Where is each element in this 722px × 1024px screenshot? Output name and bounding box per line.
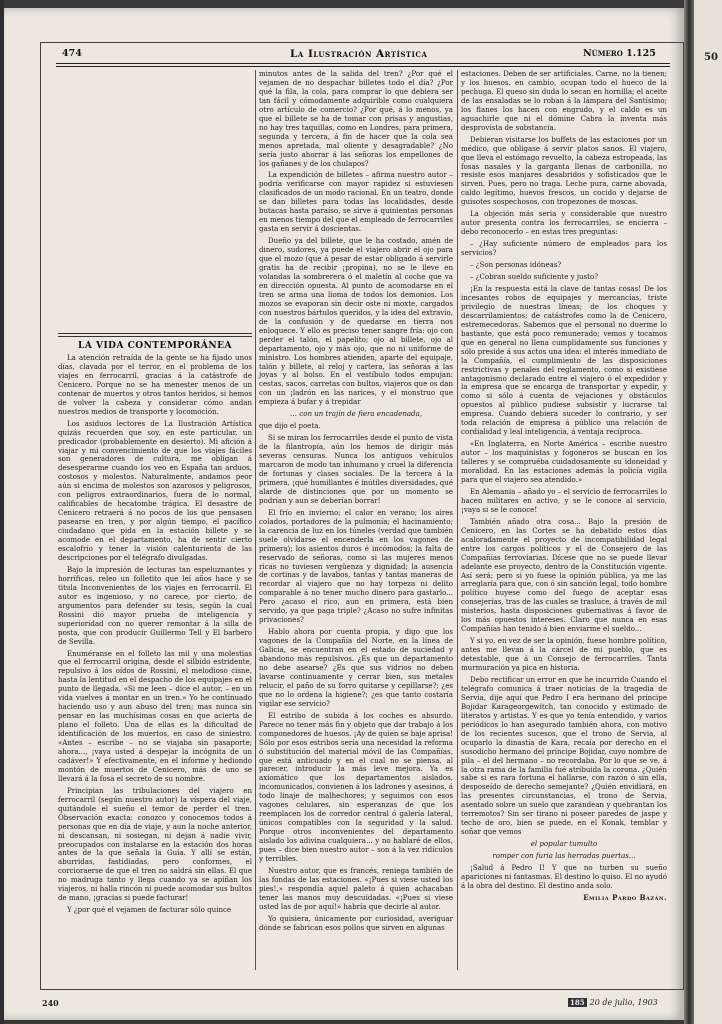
paragraph: «En Inglaterra, en Norte América – escribe nuestro autor – los maquinistas y fogoneros se buscan en los talleres y se compruéba cuidadosamente su idoneidad y moralidad. En las estaciones además la policía vigila para que el viajero sea atendido.» — [461, 439, 667, 484]
footer-page-number: 240 — [42, 998, 59, 1008]
facing-page — [694, 0, 722, 1024]
paragraph: También añado otra cosa... Bajo la presión de Cenicero, en las Cortes se ha debatido estos días acaloradamente el proyecto de incompatibilidad legal entre los cargos políticos y el de Consejero de las Compañías ferroviarias. Dícese que no se puede llevar adelante ese proyecto, dentro de la Constitución vigente. Así será; pero si yo fuese la opinión pública, ya me las arreglaría para que, con ó sin sanción legal, todo hombre político huyese como del fuego de aceptar esas consejerías, tras de las cuales se trasluce, á través de mil misterios, hasta disposiciones gubernativas á favor de los más opuestos intereses. Claro que nunca en esas Compañías han tenido á bien enviarme el sueldo... — [461, 516, 667, 634]
paragraph: Si se miran los ferrocarriles desde el punto de vista de la filantropía, aún los hemos de dirigir más severas censuras. Nunca los antiguos vehículos marcaron de modo tan inhumano y cruel la diferencia de fortunas y clases sociales. De la tercera á la primera, ¡qué humillantes é inútiles diversidades, qué alarde de distinciones que por un momento se podrían y aun se deberían borrar! — [259, 433, 453, 505]
question: – ¿Hay suficiente número de empleados para los servicios? — [461, 239, 667, 258]
column-rule-1 — [255, 70, 256, 970]
page-number: 474 — [62, 48, 82, 59]
running-title: La Ilustración Artística — [290, 48, 428, 60]
paragraph: Y ¿por qué el vejamen de facturar sólo quince — [67, 905, 232, 915]
paragraph: La objeción más seria y considerable que nuestro autor presenta contra los ferrocarriles, se encierra – debo reconocerlo – en estas tres preguntas: — [461, 209, 667, 237]
column-3 — [461, 70, 667, 906]
paragraph: Principian las tribulaciones del viajero en ferrocarril (según nuestro autor) la víspera del viaje, quitándole el sueño el temor de perder el tren. Observación exacta: conozco y conocemos todos á personas que en día de viaje, y aun la noche anterior, ni descansan, ni sosiegan, ni dejan á nadie vivir, preocupados con instalarse en la estación dos horas antes de la que señala la Guía. Y allí se están, aburridas, fastidiadas, pero conformes, el corcioraerse de que el tren no saldrá sin ellas. El que no madruga tanto y llega cuando ya se apiñan los viajeros, ni halla rincón ni puede acomodar sus bultos de mano, ¡gracias si puede facturar! — [58, 785, 252, 903]
footer-date — [568, 998, 658, 1007]
column-2 — [259, 70, 453, 936]
verse-line: romper con furia las herradas puertas... — [492, 851, 636, 861]
paragraph: En Alemania – añado yo – el servicio de ferrocarriles lo hacen militares en activo, y se le conoce al servicio, ¡vaya si se le conoce! — [461, 486, 667, 514]
paragraph: La expendición de billetes – afirma nuestro autor – podría verificarse con mayor rapidez si estuviesen clasificados de un modo racional. En un teatro, donde se dan billetes para todas las localidades, desde butacas hasta paraíso, se sirve á quinientas personas en menos tiempo del que el empleado de ferrocarriles gasta en servir á doscientas. — [259, 170, 453, 234]
paragraph: que dijo el poeta. — [259, 421, 321, 431]
header-rule-double — [56, 66, 670, 67]
paragraph: El estribo de subida á los coches es absurdo. Parece no tener más fin y objeto que dar trabajo á los componedores de huesos. ¡Ay de quien se baje aprisa! Sólo por esos estribos sería una necesidad la reforma ó substitución del material móvil de las Compañías, que está anticuado y en el cual no se piensa, al parecer, introducir la más leve mejora. Ya es axiomático que los departamentos aislados, incomunicados, convienen á los ladrones y asesinos, á todo linaje de malhechores; y seguimos con esos vagones celulares, sin esperanzas de que los reemplacen los de corredor central ó galería lateral, únicos compatibles con la seguridad y la salud. Porque otros inconvenientes del departamento aislado los adivina cualquiera... y no hablaré de ellos, pues – dice bien nuestro autor – son á la vez ridículos y terribles. — [259, 710, 453, 864]
paragraph: Yo quisiera, únicamente por curiosidad, averiguar dónde se fabrican esos pollos que sirven en algunas — [259, 913, 453, 932]
paragraph: Debieran visitarse los buffets de las estaciones por un médico, que obligase á servir platos sanos. El viajero, que lleva el estómago revuelto, la cabeza estropeada, las fosas nasales y la garganta llenas de carbonilla, no resiste esos manjares desabridos y sofisticados que le sirven. Pues, pero no traga. Leche pura, carne abovada, caldo legítimo, huevos frescos, un cocido y dejarse de guisotes sospechosos, con tropezones de moscas. — [461, 134, 667, 207]
paragraph: Dueño ya del billete, que le ha costado, amén de dinero, sudores, ya puede el viajero abrir el ojo para que el mozo (que á pesar de estar obligado á servirle gratis ha de recibir ¡propina), no se le lleve en volandas la sombrerera ó el maletín al coche que va en dirección opuesta. Al punto de acomodarse en el tren se arma una lioma de todos los demonios. Los mozos se evaporan sin decir oste ni moxte, cargados con nuestros bártulos queridos, y la idea del extravío, de la confusión y de quedarse en tierra nos enloquece. Y ello es preciso tener sangre fría: ojo con perder el talón, el papelito; ojo al billete, ojo al departamento, ojo y más ojo, que no ni uniforme de ministro. Los hombres atienden, aparte del equipaje, talón y billete, al reloj y cartera, las señoras á las joyas y al bolso. En el vestíbulo todos empujan: cestas, sacos, carretas con bultos, viajeros que os dan con un ¡ladrón en las narices, y el monstruo que empieza á bufar y á trepidar — [259, 236, 453, 407]
column-rule-2 — [457, 70, 458, 970]
verse-quote: … con un trajín de fiera encadenada, — [289, 409, 423, 419]
footer-date-text: 20 de julio, 1903 — [589, 998, 658, 1007]
paragraph: Los asiduos lectores de La Ilustración Artística quizás recuerden que soy, en este particular, un predicador (probablemente en desierto). Mi afición á viajar y mi convencimiento de que los viajes fáciles son generadores de cultura, me obligan á desesperarme cuando los veo en España tan arduos, costosos y molestos. Naturalmente, andamos peor aún si encima de molestos son azarosos y peligrosos, con peligros extraordinarios, fuera de lo normal, calificables de hecatombe trágica. El desastre de Cenicero retraerá á no pocos de los que pensasen pasearse en tren, y por algún tiempo, el pacífico ciudadano que pida en la estación billete y se acomode en el departamento, ha de sentir cierto escalofrío y tener la visión calenturienta de las descripciones por el telégrafo divulgadas. — [58, 418, 252, 562]
footer-badge: 185 — [570, 998, 585, 1007]
question: – ¿Son personas idóneas? — [470, 260, 562, 270]
paragraph: Debo rectificar un error en que he incurrido Cuando el telégrafo comunica á traer noticias de la tragedia de Servia, dije aquí que Pedro I era hermano del príncipe Bojidar Karageorgewitch, tan conocido y estimado de literatos y artistas. Y es que yo tenía entendido, y varios periódicos lo han asegurado también ahora, con motivo de los recientes sucesos, que el trono de Servia, al ocuparlo la dinastía de Kara, recaía por derecho en el susodicho hermano del príncipe Bojidar, cuyo nombre de pila – el del hermano – no recordaba. Por lo que se ve, á la otra rama de la familia fué atribuida la corona. ¿Quién sabe si es rara fortuna el hallarse, con razón ó sin ella, desposeído de derecho semejante? ¿Quién envidiará, en las presentes circunstancias, el trono de Servia, asentado sobre un suelo que zarandean y quebrantan los terremotos? Sin ser tirano ni poseer paredes de jaspe y techo de oro, bien se puede, en el Konak, temblar y soñar que vemos — [461, 675, 667, 837]
issue-number: Número 1.125 — [583, 48, 656, 59]
paragraph: El frío en invierno; el calor en verano; los aires colados, portadores de la pulmonía; el hacinamiento; la carencia de luz en los túneles (verdad que también suele olvidarse el encenderla en los vagones de primera); los asientos duros é incómodos; la falta de reservado de señoras, como si las mujeres menos ricas no tuviesen vergüenza y dignidad; la ausencia de cortinas y de lavabos, tantas y tantas maneras de recordar al viajero que no hay torpeza ni delito comparable á no tener mucho dinero para gastarlo... Pero ¿acaso el rico, aun en primera, está bien servido, ya que paga triple? ¿Acaso no sufre infinitas privaciones? — [259, 507, 453, 625]
paragraph: estaciones. Deben de ser artificiales. Carne, no la tienen; y los huesos, en cambio, ocupan todo el hueco de la pechuga. El queso sin duda lo secan en hornilla; el aceite de las ensaladas se lo roban á la lámpara del Santísimo; los flanes los hacen con engrudo, y el caldo es un aguachirle que ni el dómine Cabra la inventa más desprovista de substancia. — [461, 69, 667, 132]
paragraph: ¡Salud á Pedro I! Y que no turben su sueño apariciones ni fantasmas. El destino lo quiso. El no ayudó á la obra del destino. El destino anda solo. — [461, 863, 667, 890]
verse-line: el popular tumulto — [530, 839, 598, 849]
paragraph: Y si yo, en vez de ser la opinión, fuese hombre político, antes me llevan á la cárcel de mi pueblo, que es detestable, que á un Consejo de ferrocarriles. Tanta murmuración ya pica en historia. — [461, 636, 667, 673]
author-signature: Emilia Pardo Bazán. — [583, 892, 667, 902]
paragraph: La atención retraída de la gente se ha fijado unos días, clavada por el terror, en el problema de los viajes en ferrocarril, gracias á la catástrofe de Cenicero. Porque no se ha menester menos de un contenar de muertos y otros tantos heridos, si hemos de volver la cabeza y considerar cómo andan nuestros medios de transporte y locomoción. — [58, 353, 252, 416]
paragraph: Enuméranse en el folleto las mil y una molestias que el ferrocarril origina, desde el silbido estridente, repulsivo á los oídos de Rossini, el melodioso cisne, hasta la lentitud en el despacho de los equipajes en el punto de llegada. «Si me leen – dice el autor, – en un vida vuelves á montar en un tren.» Yo he continuado haciendo uso y aun abuso del tren; mas nunca sin pensar en las muchísimas cosas en que acierta de plano el folleto. Una de ellas es la dificultad de identificación de los muertos, en caso de siniestro. «Antes – escribe – no se viajaba sin pasaporte; ahora..., ¡vaya usted á despejar la incógnita de un cadáver!» Y efectivamente, en el informe y hediondo montón de muertos de Cenicero, más de uno se llevará á la fosa el secreto de su nombre. — [58, 648, 252, 783]
paragraph: Bajo la impresión de lecturas tan espeluznantes y horríficas, releo un folletito que leí años hace y se titula Inconvenientes de los viajes en ferrocarril. El autor es ingenioso, y no carece, por cierto, de argumentos para defender su tesis, según la cual Rossini dió mayor prueba de inteligencia y superioridad con no querer remontar á la silla de posta, que con producir Guillermo Tell y El barbero de Sevilla. — [58, 564, 252, 646]
paragraph: ¡En la respuesta está la clave de tantas cosas! De los incesantes robos de equipajes y mercancías, triste privilegio de nuestras líneas; de los choques y descarrilamientos; de catástrofes como la de Cenicero, estremecedoras. Sabemos que el personal no duerme lo bastante, que está poco remunerado; vemos y tocamos que en general no llena cumplidamente sus funciones y sólo preside á sus actos una idea: el interés inmediato de la Compañía, el cumplimiento de las disposiciones restrictivas y penales del reglamento, como si existiese antagonismo declarado entre el viajero ó el expedidor y la empresa que se encarga de transportar y expedir, y como si sólo á cuenta de vejaciones y obstáculos opuestos al público pudiese subsistir y lucrarse tal empresa. Cuando debiera suceder lo contrario, y ser toda relación de empresa á público una relación de cordialidad y leal inteligencia, á ventaja recíproca. — [461, 283, 667, 437]
paragraph: minutos antes de la salida del tren? ¿Por qué el vejamen de no despachar billetes todo el día? ¿Por qué la fila, la cola, para comprar lo que debiera ser tan fácil y cómodamente adquirible como cualquiera otro artículo de comercio? ¿Por qué, á lo menos, ya que el billete se ha de tomar con prisas y angustias, no hay tres taquillas, como en Londres, para primera, segunda y tercera, á fin de hacer que la cola sea menos apretada, mal oliente y desagradable? ¿No sería justo ahorrar á las señoras los empellones de los gañanes y de los chulapos? — [259, 69, 453, 168]
header-rule — [56, 63, 670, 64]
blank-area — [58, 70, 252, 328]
paragraph: Hablo ahora por cuenta propia, y digo que los vagones de la Compañía del Norte, en la línea de Galicia, se encuentran en el estado de suciedad y abandono más repulsivos. ¿Es que un departamento no debe asearse? ¿Es que sus vidrios no deben lavarse continuamente y cerrar bien, sus metales relucir, el paño de su forro quitarse y cepillarse?; ¿es que no lo ordena la higiene?; ¿es que tanto costaría vigilar ese servicio? — [259, 627, 453, 708]
book-gutter — [684, 0, 694, 1024]
question: – ¿Cobran sueldo suficiente y justo? — [470, 272, 599, 282]
facing-page-number: 50 — [704, 52, 718, 63]
column-1 — [58, 354, 252, 918]
section-rule-top — [58, 333, 252, 334]
paragraph: Nuestro autor, que es francés, reniega también de las fondas de las estaciones. «¡Pues si viese usted los pies!,» respondía aquel paleto á quien achacaban tener las manos muy descuidadas. «¡Pues si viese usted las de por aquí!» habría que decirle al autor. — [259, 865, 453, 911]
section-rule-top2 — [58, 336, 252, 337]
section-title: LA VIDA CONTEMPORÁNEA — [78, 341, 232, 351]
